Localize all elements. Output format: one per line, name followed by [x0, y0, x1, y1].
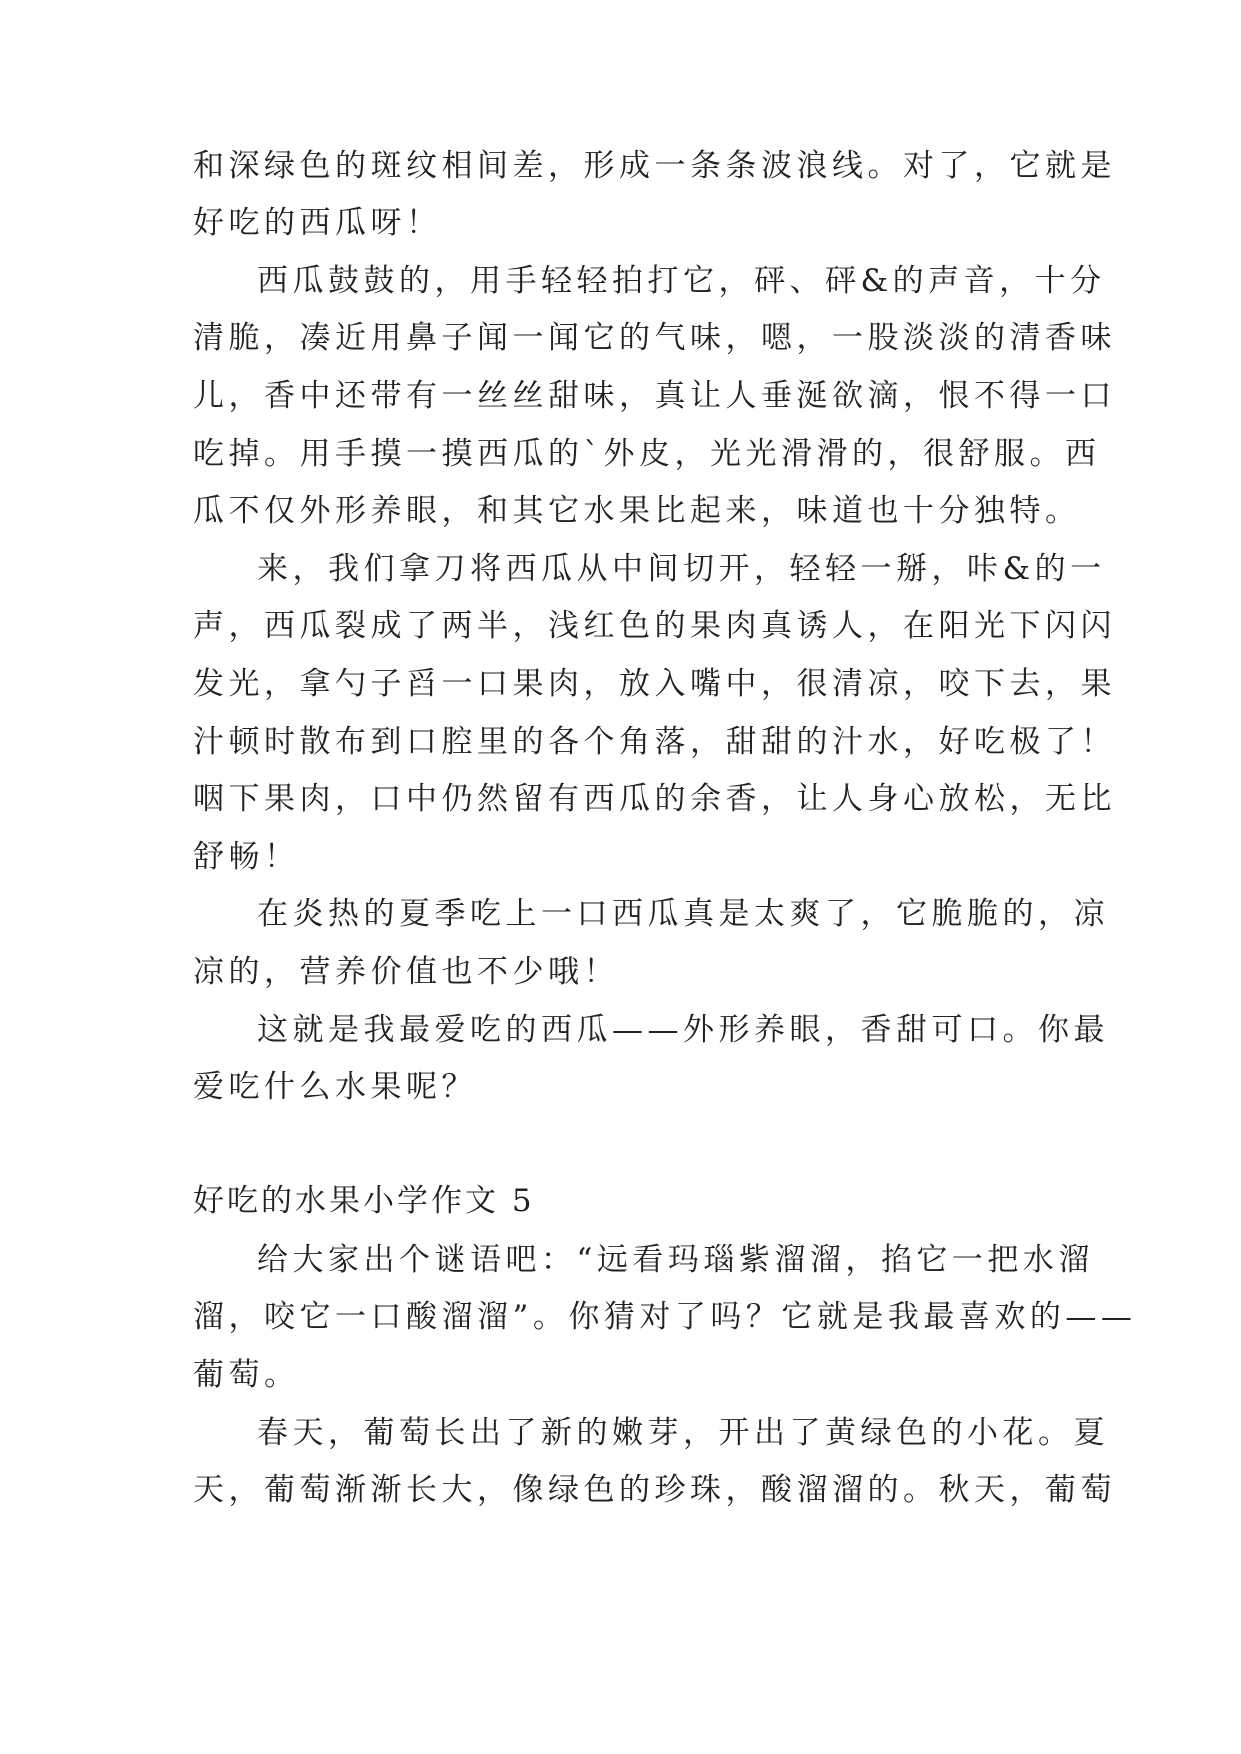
text-line: 发光，拿勺子舀一口果肉，放入嘴中，很清凉，咬下去，果	[193, 666, 1116, 702]
section-title: 好吃的水果小学作文 5	[193, 1183, 535, 1219]
text-line: 儿，香中还带有一丝丝甜味，真让人垂涎欲滴，恨不得一口	[193, 378, 1116, 414]
text-line: 葡萄。	[193, 1357, 300, 1393]
text-line: 爱吃什么水果呢？	[193, 1069, 477, 1105]
text-line: 瓜不仅外形养眼，和其它水果比起来，味道也十分独特。	[193, 493, 1081, 529]
text-line: 凉的，营养价值也不少哦！	[193, 954, 619, 990]
text-line: 春天，葡萄长出了新的嫩芽，开出了黄绿色的小花。夏	[257, 1415, 1109, 1451]
text-line: 汁顿时散布到口腔里的各个角落，甜甜的汁水，好吃极了！	[193, 724, 1116, 760]
text-line: 这就是我最爱吃的西瓜——外形养眼，香甜可口。你最	[257, 1012, 1109, 1048]
text-line: 舒畅！	[193, 839, 300, 875]
text-line: 声，西瓜裂成了两半，浅红色的果肉真诱人，在阳光下闪闪	[193, 608, 1116, 644]
text-line: 在炎热的夏季吃上一口西瓜真是太爽了，它脆脆的，凉	[257, 896, 1109, 932]
text-line: 和深绿色的斑纹相间差，形成一条条波浪线。对了，它就是	[193, 148, 1116, 184]
text-line: 天，葡萄渐渐长大，像绿色的珍珠，酸溜溜的。秋天，葡萄	[193, 1472, 1116, 1508]
text-line: 来，我们拿刀将西瓜从中间切开，轻轻一掰，咔&的一	[257, 551, 1106, 587]
text-line: 吃掉。用手摸一摸西瓜的`外皮，光光滑滑的，很舒服。西	[193, 436, 1101, 472]
text-line: 西瓜鼓鼓的，用手轻轻拍打它，砰、砰&的声音，十分	[257, 263, 1106, 299]
text-line: 清脆，凑近用鼻子闻一闻它的气味，嗯，一股淡淡的清香味	[193, 320, 1116, 356]
text-line: 溜，咬它一口酸溜溜”。你猜对了吗？它就是我最喜欢的——	[193, 1299, 1137, 1335]
text-line: 好吃的西瓜呀！	[193, 205, 442, 241]
text-line: 咽下果肉，口中仍然留有西瓜的余香，让人身心放松，无比	[193, 781, 1116, 817]
text-line: 给大家出个谜语吧：“远看玛瑙紫溜溜，掐它一把水溜	[257, 1242, 1094, 1278]
